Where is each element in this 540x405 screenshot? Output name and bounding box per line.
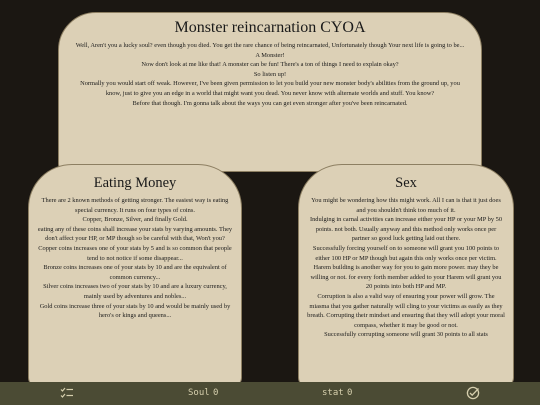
list-check-icon[interactable] (60, 387, 74, 399)
stat-value: 0 (347, 388, 353, 398)
soul-label: Soul (188, 388, 210, 398)
sex-title: Sex (395, 175, 417, 191)
intro-line: A Monster! (255, 51, 285, 59)
eating-money-card[interactable] (28, 164, 242, 386)
eating-money-body (37, 196, 233, 321)
sex-line: Harem building is another way for you to gain more power. may they be willing or not. for every forth member added to your Harem will grant you 20 points into both HP and MP. (310, 264, 502, 291)
intro-line: Before that though. I'm gonna talk about the ways you can get even stronger after you've been reincarnated. (132, 99, 408, 107)
intro-line: Now don't look at me like that! A monster can be fun! There's a ton of things I need to explain okay? (141, 61, 399, 69)
soul-value: 0 (213, 388, 219, 398)
check-circle-icon[interactable] (466, 386, 480, 400)
stat-label: stat (322, 388, 344, 398)
intro-card (58, 12, 482, 172)
sex-card[interactable] (298, 164, 514, 386)
eating-money-line: Gold coins increase three of your stats by 10 and would be mainly used by hero's or kings and queens... (39, 302, 231, 320)
sex-body (307, 196, 505, 340)
intro-line: So listen up! (253, 70, 287, 78)
sex-line: Successfully corrupting someone will grant 30 points to all stats (324, 331, 488, 339)
intro-line: Well, Aren't you a lucky soul? even though you died. You get the rare chance of being reincarnated, Unfortunately though Your next life is going to be... (75, 42, 465, 49)
eating-money-line: Copper, Bronze, Silver, and finally Gold. (82, 216, 188, 224)
intro-title: Monster reincarnation CYOA (174, 19, 366, 36)
eating-money-line: Bronze coins increases one of your stats by 10 and are the equivalent of common currency... (43, 264, 227, 281)
eating-money-line: Copper coins increases one of your stats by 5 and is so common that people tend to not notice if some disappear... (38, 244, 232, 262)
sex-line: Indulging in carnal activities can increase either your HP or your MP by 50 points. not both. Usually anyway and this method only works once per partner so good luck getting laid out there. (309, 216, 503, 243)
eating-money-line: There are 2 known methods of getting stronger. The easiest way is eating special currency. It runs on four types of coins. (41, 197, 229, 214)
intro-body (73, 41, 467, 108)
sex-line: Corruption is also a valid way of ensuring your power will grow. The miasma that you gather naturally will cling to your victims as easily as they breath. Corrupting their mindset and ensuring that they will adopt your moral compass, whether it may be good or not. (307, 292, 505, 329)
sex-line: Successfully forcing yourself on to someone will grant you 100 points to either 100 HP or MP though but again this only works once per victim. (312, 244, 500, 262)
sex-line: You might be wondering how this might work. All I can is that it just does and you shouldn't think too much of it. (311, 197, 501, 214)
eating-money-title: Eating Money (93, 175, 177, 191)
eating-money-line: Silver coins increases two of your stats by 10 and are a luxury currency, mainly used by adventures and nobles... (43, 283, 227, 300)
intro-line: Normally you would start off weak. However, I've been given permission to let you build your new monster body's abilities from the ground up, you know, just to give you an edge in a world that might want you dead. You never know with alternate worlds and stuff. You know? (80, 80, 460, 97)
points-bar (0, 382, 540, 405)
eating-money-line: eating any of these coins shall increase your stats by varying amounts. They don't affect your HP, or MP though so be careful with that, Won't you? (37, 225, 233, 243)
